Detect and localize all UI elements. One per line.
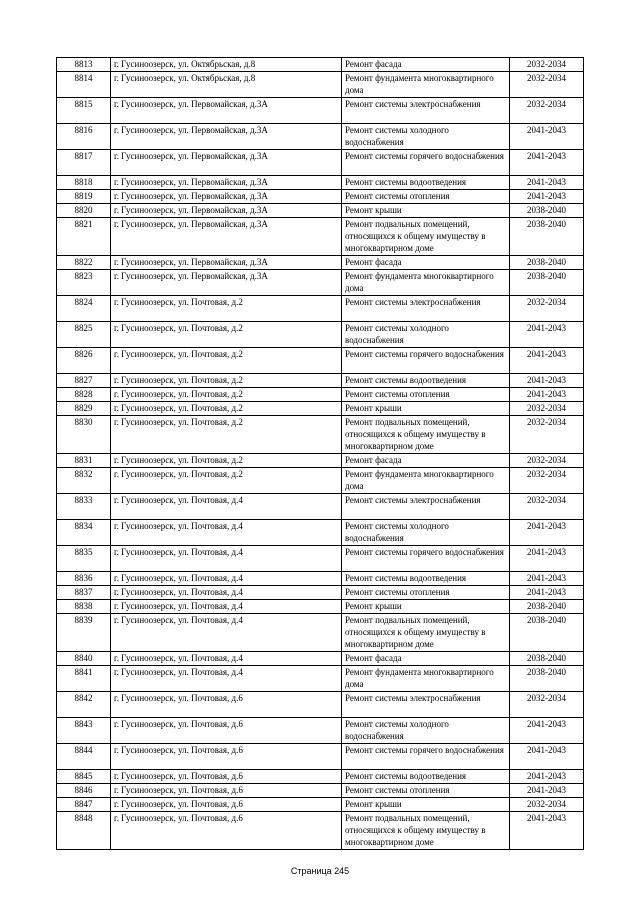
row-period: 2038-2040 <box>510 270 584 296</box>
row-work-type: Ремонт фасада <box>342 454 510 468</box>
row-work-type: Ремонт системы водоотведения <box>342 176 510 190</box>
row-number: 8831 <box>57 454 111 468</box>
table-row <box>57 322 584 348</box>
table-row <box>57 150 584 176</box>
row-number: 8845 <box>57 770 111 784</box>
row-work-type: Ремонт системы холодного водоснабжения <box>342 124 510 150</box>
row-work-type: Ремонт подвальных помещений, относящихся к общему имуществу в многоквартирном доме <box>342 416 510 454</box>
row-address: г. Гусиноозерск, ул. Почтовая, д.6 <box>111 718 342 744</box>
row-work-type: Ремонт подвальных помещений, относящихся к общему имуществу в многоквартирном доме <box>342 614 510 652</box>
row-address: г. Гусиноозерск, ул. Первомайская, д.3А <box>111 150 342 176</box>
row-period: 2041-2043 <box>510 322 584 348</box>
row-address: г. Гусиноозерск, ул. Первомайская, д.3А <box>111 256 342 270</box>
table-row <box>57 270 584 296</box>
table-row <box>57 770 584 784</box>
table-row <box>57 812 584 850</box>
table-row <box>57 614 584 652</box>
row-address: г. Гусиноозерск, ул. Почтовая, д.6 <box>111 812 342 850</box>
row-period: 2041-2043 <box>510 190 584 204</box>
row-address: г. Гусиноозерск, ул. Почтовая, д.6 <box>111 784 342 798</box>
row-address: г. Гусиноозерск, ул. Почтовая, д.2 <box>111 416 342 454</box>
row-period: 2041-2043 <box>510 718 584 744</box>
table-row <box>57 494 584 520</box>
row-period: 2038-2040 <box>510 652 584 666</box>
row-address: г. Гусиноозерск, ул. Почтовая, д.2 <box>111 388 342 402</box>
table-row <box>57 454 584 468</box>
row-work-type: Ремонт системы горячего водоснабжения <box>342 546 510 572</box>
row-work-type: Ремонт системы отопления <box>342 388 510 402</box>
row-period: 2041-2043 <box>510 572 584 586</box>
row-address: г. Гусиноозерск, ул. Первомайская, д.3А <box>111 98 342 124</box>
row-address: г. Гусиноозерск, ул. Почтовая, д.2 <box>111 348 342 374</box>
row-period: 2032-2034 <box>510 296 584 322</box>
table-row <box>57 744 584 770</box>
row-number: 8814 <box>57 72 111 98</box>
row-address: г. Гусиноозерск, ул. Почтовая, д.2 <box>111 454 342 468</box>
table-row <box>57 468 584 494</box>
table-row <box>57 58 584 72</box>
row-address: г. Гусиноозерск, ул. Первомайская, д.3А <box>111 176 342 190</box>
row-work-type: Ремонт системы отопления <box>342 784 510 798</box>
row-number: 8838 <box>57 600 111 614</box>
row-period: 2041-2043 <box>510 520 584 546</box>
row-work-type: Ремонт системы электроснабжения <box>342 692 510 718</box>
table-row <box>57 798 584 812</box>
row-number: 8825 <box>57 322 111 348</box>
row-address: г. Гусиноозерск, ул. Первомайская, д.3А <box>111 270 342 296</box>
row-address: г. Гусиноозерск, ул. Почтовая, д.2 <box>111 322 342 348</box>
row-period: 2041-2043 <box>510 586 584 600</box>
row-number: 8843 <box>57 718 111 744</box>
row-period: 2032-2034 <box>510 798 584 812</box>
row-period: 2032-2034 <box>510 494 584 520</box>
table-row <box>57 600 584 614</box>
table-row <box>57 416 584 454</box>
row-number: 8836 <box>57 572 111 586</box>
row-work-type: Ремонт системы отопления <box>342 190 510 204</box>
row-address: г. Гусиноозерск, ул. Первомайская, д.3А <box>111 124 342 150</box>
row-period: 2038-2040 <box>510 666 584 692</box>
row-period: 2032-2034 <box>510 454 584 468</box>
row-number: 8827 <box>57 374 111 388</box>
row-address: г. Гусиноозерск, ул. Почтовая, д.2 <box>111 374 342 388</box>
row-work-type: Ремонт крыши <box>342 798 510 812</box>
row-address: г. Гусиноозерск, ул. Первомайская, д.3А <box>111 204 342 218</box>
row-address: г. Гусиноозерск, ул. Октябрьская, д.8 <box>111 58 342 72</box>
row-number: 8840 <box>57 652 111 666</box>
table-row <box>57 256 584 270</box>
row-work-type: Ремонт подвальных помещений, относящихся к общему имуществу в многоквартирном доме <box>342 218 510 256</box>
row-work-type: Ремонт системы электроснабжения <box>342 296 510 322</box>
row-number: 8820 <box>57 204 111 218</box>
row-number: 8839 <box>57 614 111 652</box>
row-number: 8834 <box>57 520 111 546</box>
row-period: 2032-2034 <box>510 416 584 454</box>
row-work-type: Ремонт фундамента многоквартирного дома <box>342 270 510 296</box>
table-row <box>57 718 584 744</box>
row-work-type: Ремонт крыши <box>342 402 510 416</box>
row-period: 2041-2043 <box>510 744 584 770</box>
table-row <box>57 520 584 546</box>
row-work-type: Ремонт системы холодного водоснабжения <box>342 322 510 348</box>
row-number: 8841 <box>57 666 111 692</box>
row-work-type: Ремонт системы холодного водоснабжения <box>342 718 510 744</box>
row-period: 2041-2043 <box>510 812 584 850</box>
row-address: г. Гусиноозерск, ул. Почтовая, д.2 <box>111 402 342 416</box>
row-number: 8824 <box>57 296 111 322</box>
row-period: 2041-2043 <box>510 176 584 190</box>
row-number: 8847 <box>57 798 111 812</box>
table-body <box>57 58 584 850</box>
row-work-type: Ремонт системы водоотведения <box>342 770 510 784</box>
row-work-type: Ремонт системы водоотведения <box>342 572 510 586</box>
row-number: 8829 <box>57 402 111 416</box>
table-row <box>57 176 584 190</box>
table-row <box>57 72 584 98</box>
row-work-type: Ремонт системы электроснабжения <box>342 494 510 520</box>
row-work-type: Ремонт крыши <box>342 204 510 218</box>
row-number: 8828 <box>57 388 111 402</box>
row-period: 2038-2040 <box>510 204 584 218</box>
row-number: 8818 <box>57 176 111 190</box>
table-row <box>57 666 584 692</box>
table-row <box>57 204 584 218</box>
repair-schedule-table <box>56 57 584 850</box>
row-number: 8821 <box>57 218 111 256</box>
row-number: 8813 <box>57 58 111 72</box>
table-row <box>57 546 584 572</box>
row-number: 8848 <box>57 812 111 850</box>
row-address: г. Гусиноозерск, ул. Почтовая, д.4 <box>111 652 342 666</box>
row-period: 2032-2034 <box>510 72 584 98</box>
row-period: 2038-2040 <box>510 256 584 270</box>
row-address: г. Гусиноозерск, ул. Почтовая, д.4 <box>111 546 342 572</box>
row-work-type: Ремонт подвальных помещений, относящихся к общему имуществу в многоквартирном доме <box>342 812 510 850</box>
row-period: 2041-2043 <box>510 374 584 388</box>
row-period: 2041-2043 <box>510 770 584 784</box>
table-row <box>57 348 584 374</box>
row-number: 8830 <box>57 416 111 454</box>
table-row <box>57 388 584 402</box>
row-period: 2038-2040 <box>510 614 584 652</box>
row-work-type: Ремонт фасада <box>342 58 510 72</box>
row-period: 2032-2034 <box>510 468 584 494</box>
row-period: 2032-2034 <box>510 692 584 718</box>
row-period: 2041-2043 <box>510 784 584 798</box>
row-number: 8833 <box>57 494 111 520</box>
row-number: 8837 <box>57 586 111 600</box>
row-address: г. Гусиноозерск, ул. Октябрьская, д.8 <box>111 72 342 98</box>
row-number: 8819 <box>57 190 111 204</box>
row-address: г. Гусиноозерск, ул. Почтовая, д.4 <box>111 614 342 652</box>
table-row <box>57 784 584 798</box>
row-number: 8817 <box>57 150 111 176</box>
row-period: 2032-2034 <box>510 98 584 124</box>
row-number: 8816 <box>57 124 111 150</box>
page-number: Страница 245 <box>290 866 350 876</box>
table-row <box>57 98 584 124</box>
row-address: г. Гусиноозерск, ул. Почтовая, д.4 <box>111 520 342 546</box>
row-period: 2041-2043 <box>510 348 584 374</box>
row-address: г. Гусиноозерск, ул. Первомайская, д.3А <box>111 218 342 256</box>
row-address: г. Гусиноозерск, ул. Почтовая, д.6 <box>111 744 342 770</box>
row-address: г. Гусиноозерск, ул. Первомайская, д.3А <box>111 190 342 204</box>
row-work-type: Ремонт фундамента многоквартирного дома <box>342 666 510 692</box>
table-row <box>57 652 584 666</box>
row-address: г. Гусиноозерск, ул. Почтовая, д.4 <box>111 494 342 520</box>
row-work-type: Ремонт фасада <box>342 256 510 270</box>
row-work-type: Ремонт системы отопления <box>342 586 510 600</box>
table-row <box>57 218 584 256</box>
row-number: 8826 <box>57 348 111 374</box>
row-address: г. Гусиноозерск, ул. Почтовая, д.4 <box>111 586 342 600</box>
row-period: 2038-2040 <box>510 600 584 614</box>
row-work-type: Ремонт фундамента многоквартирного дома <box>342 468 510 494</box>
row-address: г. Гусиноозерск, ул. Почтовая, д.2 <box>111 296 342 322</box>
table-row <box>57 692 584 718</box>
row-period: 2041-2043 <box>510 124 584 150</box>
row-address: г. Гусиноозерск, ул. Почтовая, д.6 <box>111 798 342 812</box>
row-work-type: Ремонт системы горячего водоснабжения <box>342 744 510 770</box>
row-number: 8832 <box>57 468 111 494</box>
row-period: 2041-2043 <box>510 150 584 176</box>
row-work-type: Ремонт фундамента многоквартирного дома <box>342 72 510 98</box>
row-number: 8815 <box>57 98 111 124</box>
row-number: 8823 <box>57 270 111 296</box>
row-period: 2032-2034 <box>510 58 584 72</box>
row-period: 2038-2040 <box>510 218 584 256</box>
row-work-type: Ремонт крыши <box>342 600 510 614</box>
row-work-type: Ремонт системы горячего водоснабжения <box>342 150 510 176</box>
table-row <box>57 572 584 586</box>
row-work-type: Ремонт системы электроснабжения <box>342 98 510 124</box>
row-address: г. Гусиноозерск, ул. Почтовая, д.6 <box>111 770 342 784</box>
row-work-type: Ремонт системы холодного водоснабжения <box>342 520 510 546</box>
row-work-type: Ремонт фасада <box>342 652 510 666</box>
table-row <box>57 296 584 322</box>
row-number: 8835 <box>57 546 111 572</box>
row-period: 2041-2043 <box>510 388 584 402</box>
row-number: 8844 <box>57 744 111 770</box>
row-period: 2041-2043 <box>510 546 584 572</box>
table-row <box>57 190 584 204</box>
row-number: 8842 <box>57 692 111 718</box>
table-row <box>57 374 584 388</box>
table-row <box>57 402 584 416</box>
row-period: 2032-2034 <box>510 402 584 416</box>
row-number: 8846 <box>57 784 111 798</box>
row-work-type: Ремонт системы водоотведения <box>342 374 510 388</box>
row-work-type: Ремонт системы горячего водоснабжения <box>342 348 510 374</box>
row-address: г. Гусиноозерск, ул. Почтовая, д.4 <box>111 666 342 692</box>
table-row <box>57 586 584 600</box>
row-address: г. Гусиноозерск, ул. Почтовая, д.4 <box>111 572 342 586</box>
row-number: 8822 <box>57 256 111 270</box>
row-address: г. Гусиноозерск, ул. Почтовая, д.6 <box>111 692 342 718</box>
table-row <box>57 124 584 150</box>
row-address: г. Гусиноозерск, ул. Почтовая, д.4 <box>111 600 342 614</box>
row-address: г. Гусиноозерск, ул. Почтовая, д.2 <box>111 468 342 494</box>
